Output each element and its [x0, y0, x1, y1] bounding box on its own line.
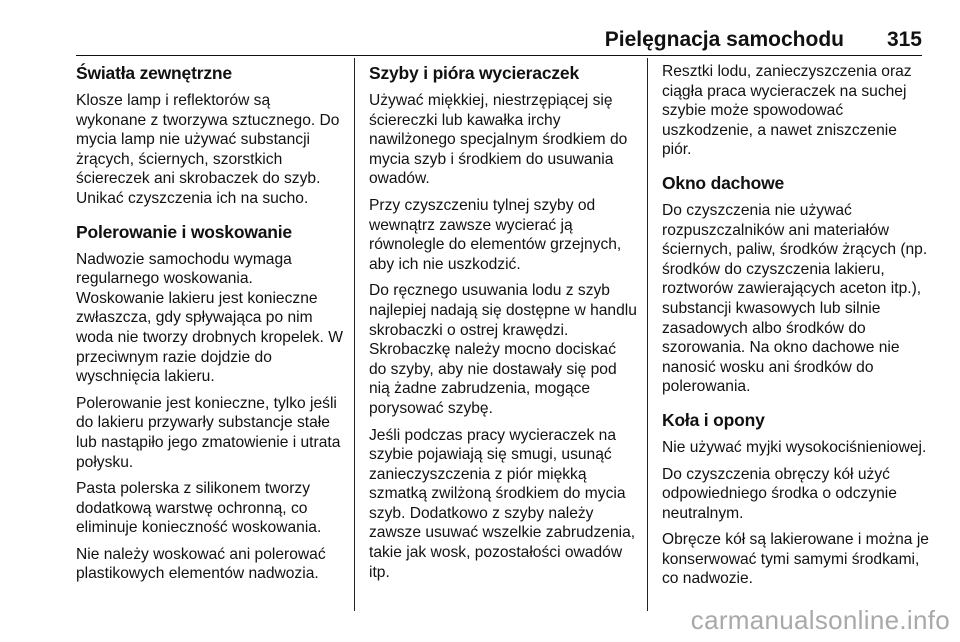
text-column-3 [662, 62, 930, 596]
paragraph: Do czyszczenia nie używać rozpuszczalników ani materiałów ściernych, paliw, środków żrących (np. środków do czyszczenia lakieru, roztworów zawierających aceton itp.), substancji kwasowych lub silnie zasadowych albo środków do szorowania. Na okno dachowe nie nanosić wosku ani środków do polerowania. [662, 201, 928, 396]
text-column-1 [76, 62, 344, 591]
header-divider [76, 55, 922, 56]
paragraph: Resztki lodu, zanieczyszczenia oraz ciągła praca wycieraczek na suchej szybie może spowodować uszkodzenie, a nawet zniszczenie piór. [662, 63, 912, 159]
section-heading-exterior-lights: Światła zewnętrzne [76, 63, 232, 83]
paragraph: Jeśli podczas pracy wycieraczek na szybie pojawiają się smugi, usunąć zanieczyszczenia z piór miękką szmatką zwilżoną środkiem do mycia szyb. Dodatkowo z szyby należy zawsze usuwać wszelkie zabrudzenia, takie jak wosk, pozostałości owadów itp. [369, 426, 636, 581]
paragraph: Do czyszczenia obręczy kół użyć odpowiedniego środka o odczynie neutralnym. [662, 465, 897, 522]
paragraph: Przy czyszczeniu tylnej szyby od wewnątrz zawsze wycierać ją równolegle do elementów grzejnych, aby ich nie uszkodzić. [369, 196, 622, 273]
section-heading-windows-wipers: Szyby i pióra wycieraczek [369, 63, 579, 83]
column-divider-2 [647, 58, 648, 611]
page-number: 315 [886, 28, 922, 51]
section-heading-sunroof: Okno dachowe [662, 172, 785, 193]
column-divider-1 [354, 58, 355, 611]
text-column-2 [369, 62, 637, 589]
paragraph: Do ręcznego usuwania lodu z szyb najlepiej nadają się dostępne w handlu skrobaczki o ostrej krawędzi. Skrobaczkę należy mocno dociskać do szyby, aby nie dostawały się pod nią żadne zabrudzenia, mogące porysować szybę. [369, 282, 637, 417]
paragraph: Nadwozie samochodu wymaga regularnego woskowania. Woskowanie lakieru jest konieczne zwłaszcza, gdy spływająca po nim woda nie tworzy drobnych kropelek. W przeciwnym razie dojdzie do wyschnięcia lakieru. [76, 250, 343, 386]
paragraph: Klosze lamp i reflektorów są wykonane z tworzywa sztucznego. Do mycia lamp nie używać substancji żrących, ściernych, szorstkich ściereczek ani skrobaczek do szyb. Unikać czyszczenia ich na sucho. [76, 92, 340, 207]
paragraph: Obręcze kół są lakierowane i można je konserwować tymi samymi środkami, co nadwozie. [662, 531, 929, 588]
paragraph: Polerowanie jest konieczne, tylko jeśli do lakieru przywarły substancje stałe lub nastąpiło jego zmatowienie i utrata połysku. [76, 394, 341, 471]
paragraph: Nie należy woskować ani polerować plastikowych elementów nadwozia. [76, 545, 326, 583]
section-heading-polishing-waxing: Polerowanie i woskowanie [76, 221, 292, 242]
section-heading-wheels-tyres: Koła i opony [662, 409, 765, 430]
paragraph: Używać miękkiej, niestrzępiącej się ściereczki lub kawałka irchy nawilżonego specjalnym środkiem do mycia szyb i środkiem do usuwania owadów. [369, 92, 628, 188]
page-header-title: Pielęgnacja samochodu [604, 28, 844, 51]
paragraph: Pasta polerska z silikonem tworzy dodatkową warstwę ochronną, co eliminuje konieczność woskowania. [76, 480, 322, 537]
paragraph: Nie używać myjki wysokociśnieniowej. [662, 438, 927, 456]
watermark: carmanualsonline.info [690, 605, 950, 635]
